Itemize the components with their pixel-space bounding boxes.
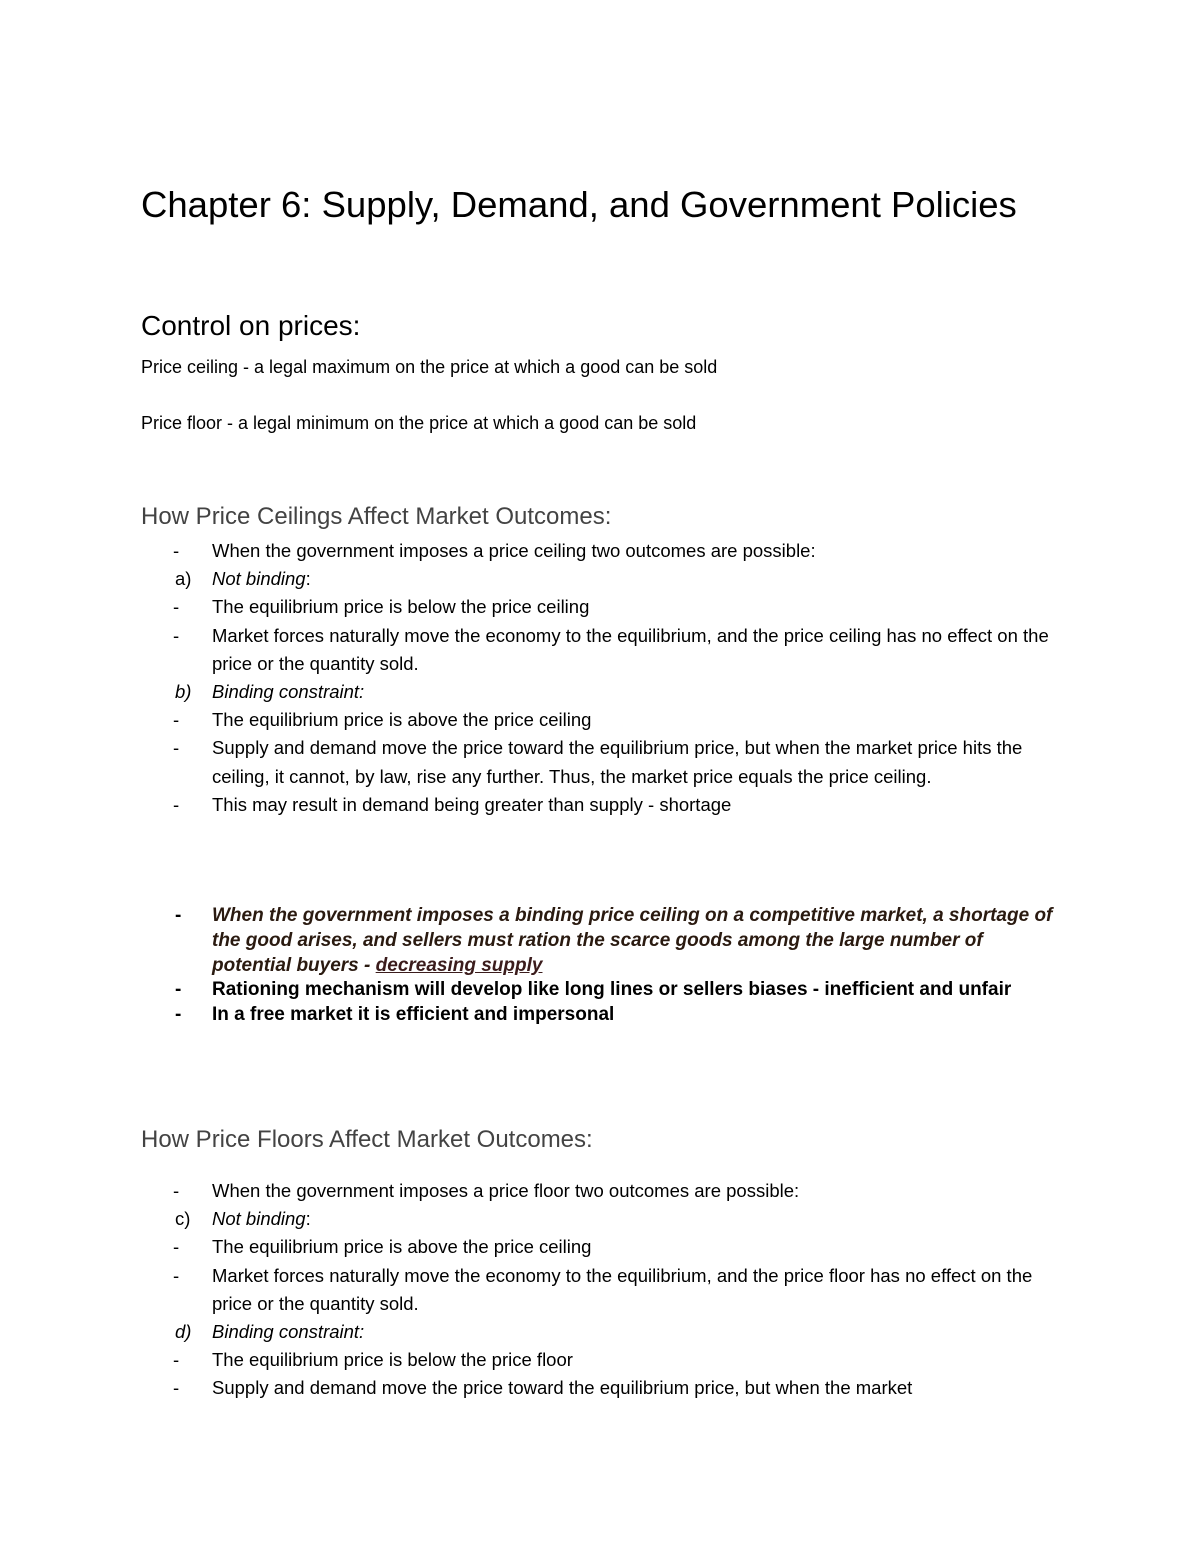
- list-item: [141, 1003, 1061, 1028]
- list-item-text: The equilibrium price is below the price ceiling: [212, 596, 590, 618]
- list-marker: -: [173, 540, 180, 561]
- list-marker: b): [175, 681, 192, 703]
- list-marker: -: [173, 793, 180, 815]
- list-item: [141, 593, 1061, 621]
- list-marker: c): [175, 1208, 191, 1230]
- ceilings-list: [141, 537, 1061, 819]
- list-item-text: In a free market it is efficient and impersonal: [212, 1004, 615, 1026]
- list-item: [141, 1205, 1061, 1233]
- list-item: [141, 565, 1061, 593]
- list-item-text: Market forces naturally move the economy to the equilibrium, and the price ceiling has no effect on the price or the quantity sold.: [212, 624, 1049, 674]
- list-marker: d): [175, 1321, 192, 1343]
- list-item: [141, 622, 1061, 678]
- list-item: [141, 706, 1061, 734]
- page-title: Chapter 6: Supply, Demand, and Government Policies: [141, 184, 1017, 225]
- list-marker: -: [173, 1377, 180, 1399]
- list-marker: -: [175, 905, 182, 926]
- list-marker: -: [173, 737, 180, 759]
- floors-list: [141, 1177, 1061, 1403]
- list-item-text: The equilibrium price is above the price ceiling: [212, 709, 592, 731]
- list-item-text: Not binding: [212, 1208, 306, 1230]
- list-item: [141, 734, 1061, 790]
- list-item-text: When the government imposes a price floor two outcomes are possible:: [212, 1180, 800, 1201]
- list-item: [141, 678, 1061, 706]
- list-item-text: Supply and demand move the price toward the equilibrium price, but when the market price hits the ceiling, it cannot, by law, rise any further. Thus, the market price equals the price ceiling.: [212, 737, 1023, 787]
- list-marker: -: [173, 709, 180, 731]
- list-item-text: Binding constraint:: [212, 681, 365, 703]
- list-item: [141, 791, 1061, 819]
- list-marker: a): [175, 568, 192, 590]
- list-item: [141, 904, 1061, 978]
- list-item-text: This may result in demand being greater than supply - shortage: [212, 793, 732, 815]
- list-item-text: Not binding: [212, 568, 306, 590]
- list-item-text: The equilibrium price is above the price ceiling: [212, 1236, 592, 1258]
- list-item-text: When the government imposes a price ceiling two outcomes are possible:: [212, 540, 816, 561]
- list-marker: -: [173, 1236, 180, 1258]
- list-item-suffix: :: [305, 1208, 311, 1230]
- list-marker: -: [175, 1004, 182, 1026]
- list-item: [141, 1346, 1061, 1374]
- list-item: [141, 1177, 1061, 1205]
- list-item: [141, 1262, 1061, 1318]
- list-item: [141, 1318, 1061, 1346]
- list-item: [141, 537, 1061, 565]
- list-item-text: Market forces naturally move the economy to the equilibrium, and the price floor has no effect on the price or the quantity sold.: [212, 1264, 1033, 1314]
- section-heading-control: Control on prices:: [141, 310, 361, 341]
- section-heading-ceilings: How Price Ceilings Affect Market Outcomes:: [141, 503, 612, 530]
- list-marker: -: [173, 624, 180, 646]
- list-item-text: Supply and demand move the price toward the equilibrium price, but when the market: [212, 1377, 913, 1399]
- price-floor-definition: Price floor - a legal minimum on the price at which a good can be sold: [141, 413, 697, 433]
- list-marker: -: [173, 596, 180, 618]
- list-item-text: Rationing mechanism will develop like long lines or sellers biases - inefficient and unfair: [212, 979, 1012, 1001]
- list-item-suffix: :: [305, 568, 311, 590]
- list-item: [141, 1374, 1061, 1402]
- list-marker: -: [173, 1349, 180, 1371]
- ceilings-key-points: [141, 904, 1061, 1028]
- list-item-text: Binding constraint:: [212, 1321, 365, 1343]
- list-marker: -: [173, 1180, 180, 1201]
- section-heading-floors: How Price Floors Affect Market Outcomes:: [141, 1126, 593, 1153]
- list-item-text: When the government imposes a binding price ceiling on a competitive market, a shortage of the good arises, and sellers must ration the scarce goods among the large number of potential buyers -: [212, 905, 1053, 976]
- list-marker: -: [175, 979, 182, 1001]
- price-ceiling-definition: Price ceiling - a legal maximum on the price at which a good can be sold: [141, 357, 718, 377]
- list-item: [141, 978, 1061, 1003]
- list-item: [141, 1233, 1061, 1261]
- list-item-text: The equilibrium price is below the price floor: [212, 1349, 573, 1371]
- list-marker: -: [173, 1264, 180, 1286]
- emphasis-underlined: decreasing supply: [375, 954, 543, 976]
